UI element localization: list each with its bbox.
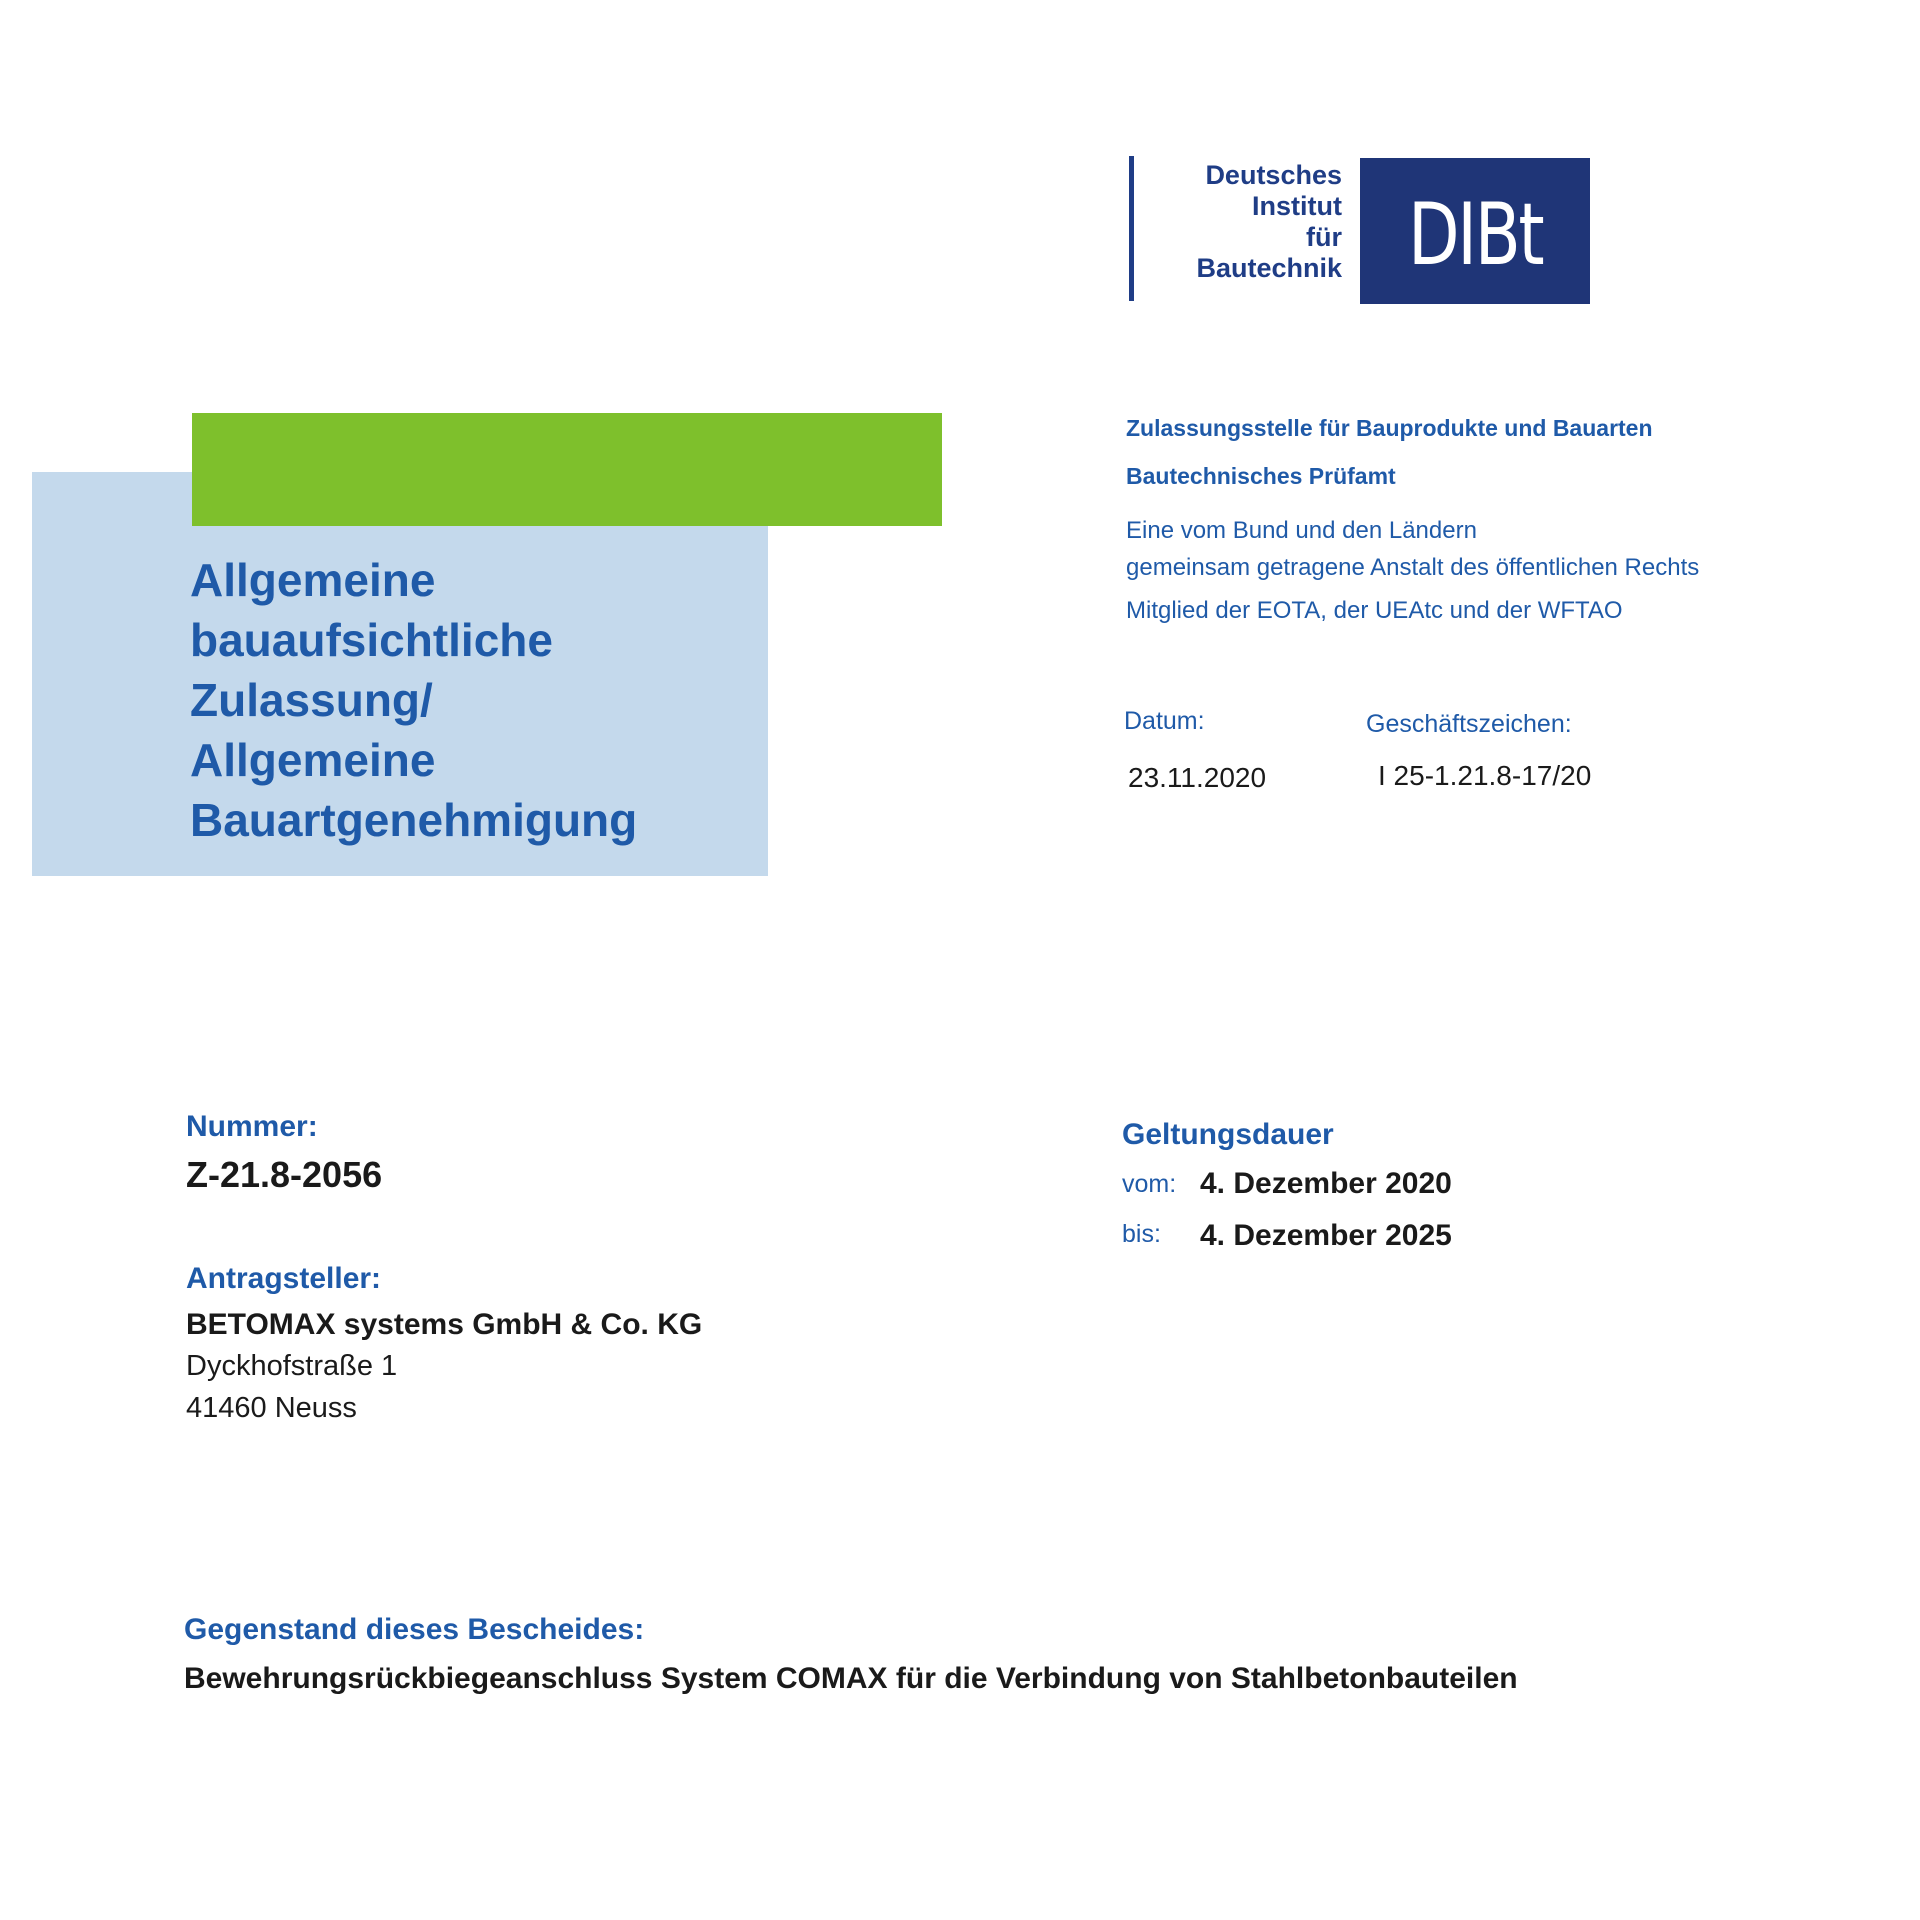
subject-description: Bewehrungsrückbiegeanschluss System COMAX für die Verbindung von Stahlbetonbauteilen: [184, 1662, 1518, 1695]
institute-description: [1126, 512, 1699, 586]
validity-from-date: 4. Dezember 2020: [1200, 1167, 1452, 1200]
document-title: [190, 550, 790, 850]
validity-label: Geltungsdauer: [1122, 1118, 1334, 1151]
title-line: Bauartgenehmigung: [190, 794, 638, 846]
validity-from-label: vom:: [1122, 1170, 1177, 1198]
logo-divider: [1129, 156, 1134, 301]
reference-value: I 25-1.21.8-17/20: [1378, 760, 1592, 791]
date-label: Datum:: [1124, 707, 1205, 735]
institute-membership: Mitglied der EOTA, der UEAtc und der WFTAO: [1126, 597, 1623, 624]
validity-to-date: 4. Dezember 2025: [1200, 1219, 1452, 1252]
institute-description-line: Eine vom Bund und den Ländern: [1126, 517, 1477, 544]
logo-word: Bautechnik: [1196, 253, 1342, 283]
applicant-name: BETOMAX systems GmbH & Co. KG: [186, 1308, 703, 1341]
institute-department: Zulassungsstelle für Bauprodukte und Bauarten: [1126, 415, 1653, 441]
date-value: 23.11.2020: [1128, 762, 1267, 793]
dibt-logo: [1360, 158, 1590, 304]
subject-label: Gegenstand dieses Bescheides:: [184, 1613, 645, 1646]
title-line: Zulassung/: [190, 674, 433, 726]
institute-description-line: gemeinsam getragene Anstalt des öffentlichen Rechts: [1126, 554, 1700, 581]
dibt-logo-mark: DIBt: [1407, 185, 1543, 285]
logo-word: Deutsches: [1205, 160, 1342, 190]
reference-label: Geschäftszeichen:: [1366, 710, 1572, 738]
logo-word: Institut: [1252, 191, 1342, 221]
title-line: bauaufsichtliche: [190, 614, 553, 666]
applicant-street: Dyckhofstraße 1: [186, 1350, 398, 1382]
number-label: Nummer:: [186, 1110, 318, 1143]
applicant-city: 41460 Neuss: [186, 1392, 357, 1424]
approval-number: Z-21.8-2056: [186, 1154, 383, 1195]
title-accent-bar: [192, 413, 942, 526]
logo-wordmark: [1160, 160, 1342, 284]
institute-testing-office: Bautechnisches Prüfamt: [1126, 463, 1396, 489]
logo-word: für: [1306, 222, 1342, 252]
validity-to-label: bis:: [1122, 1220, 1161, 1248]
title-line: Allgemeine: [190, 554, 436, 606]
title-line: Allgemeine: [190, 734, 436, 786]
applicant-label: Antragsteller:: [186, 1262, 382, 1295]
